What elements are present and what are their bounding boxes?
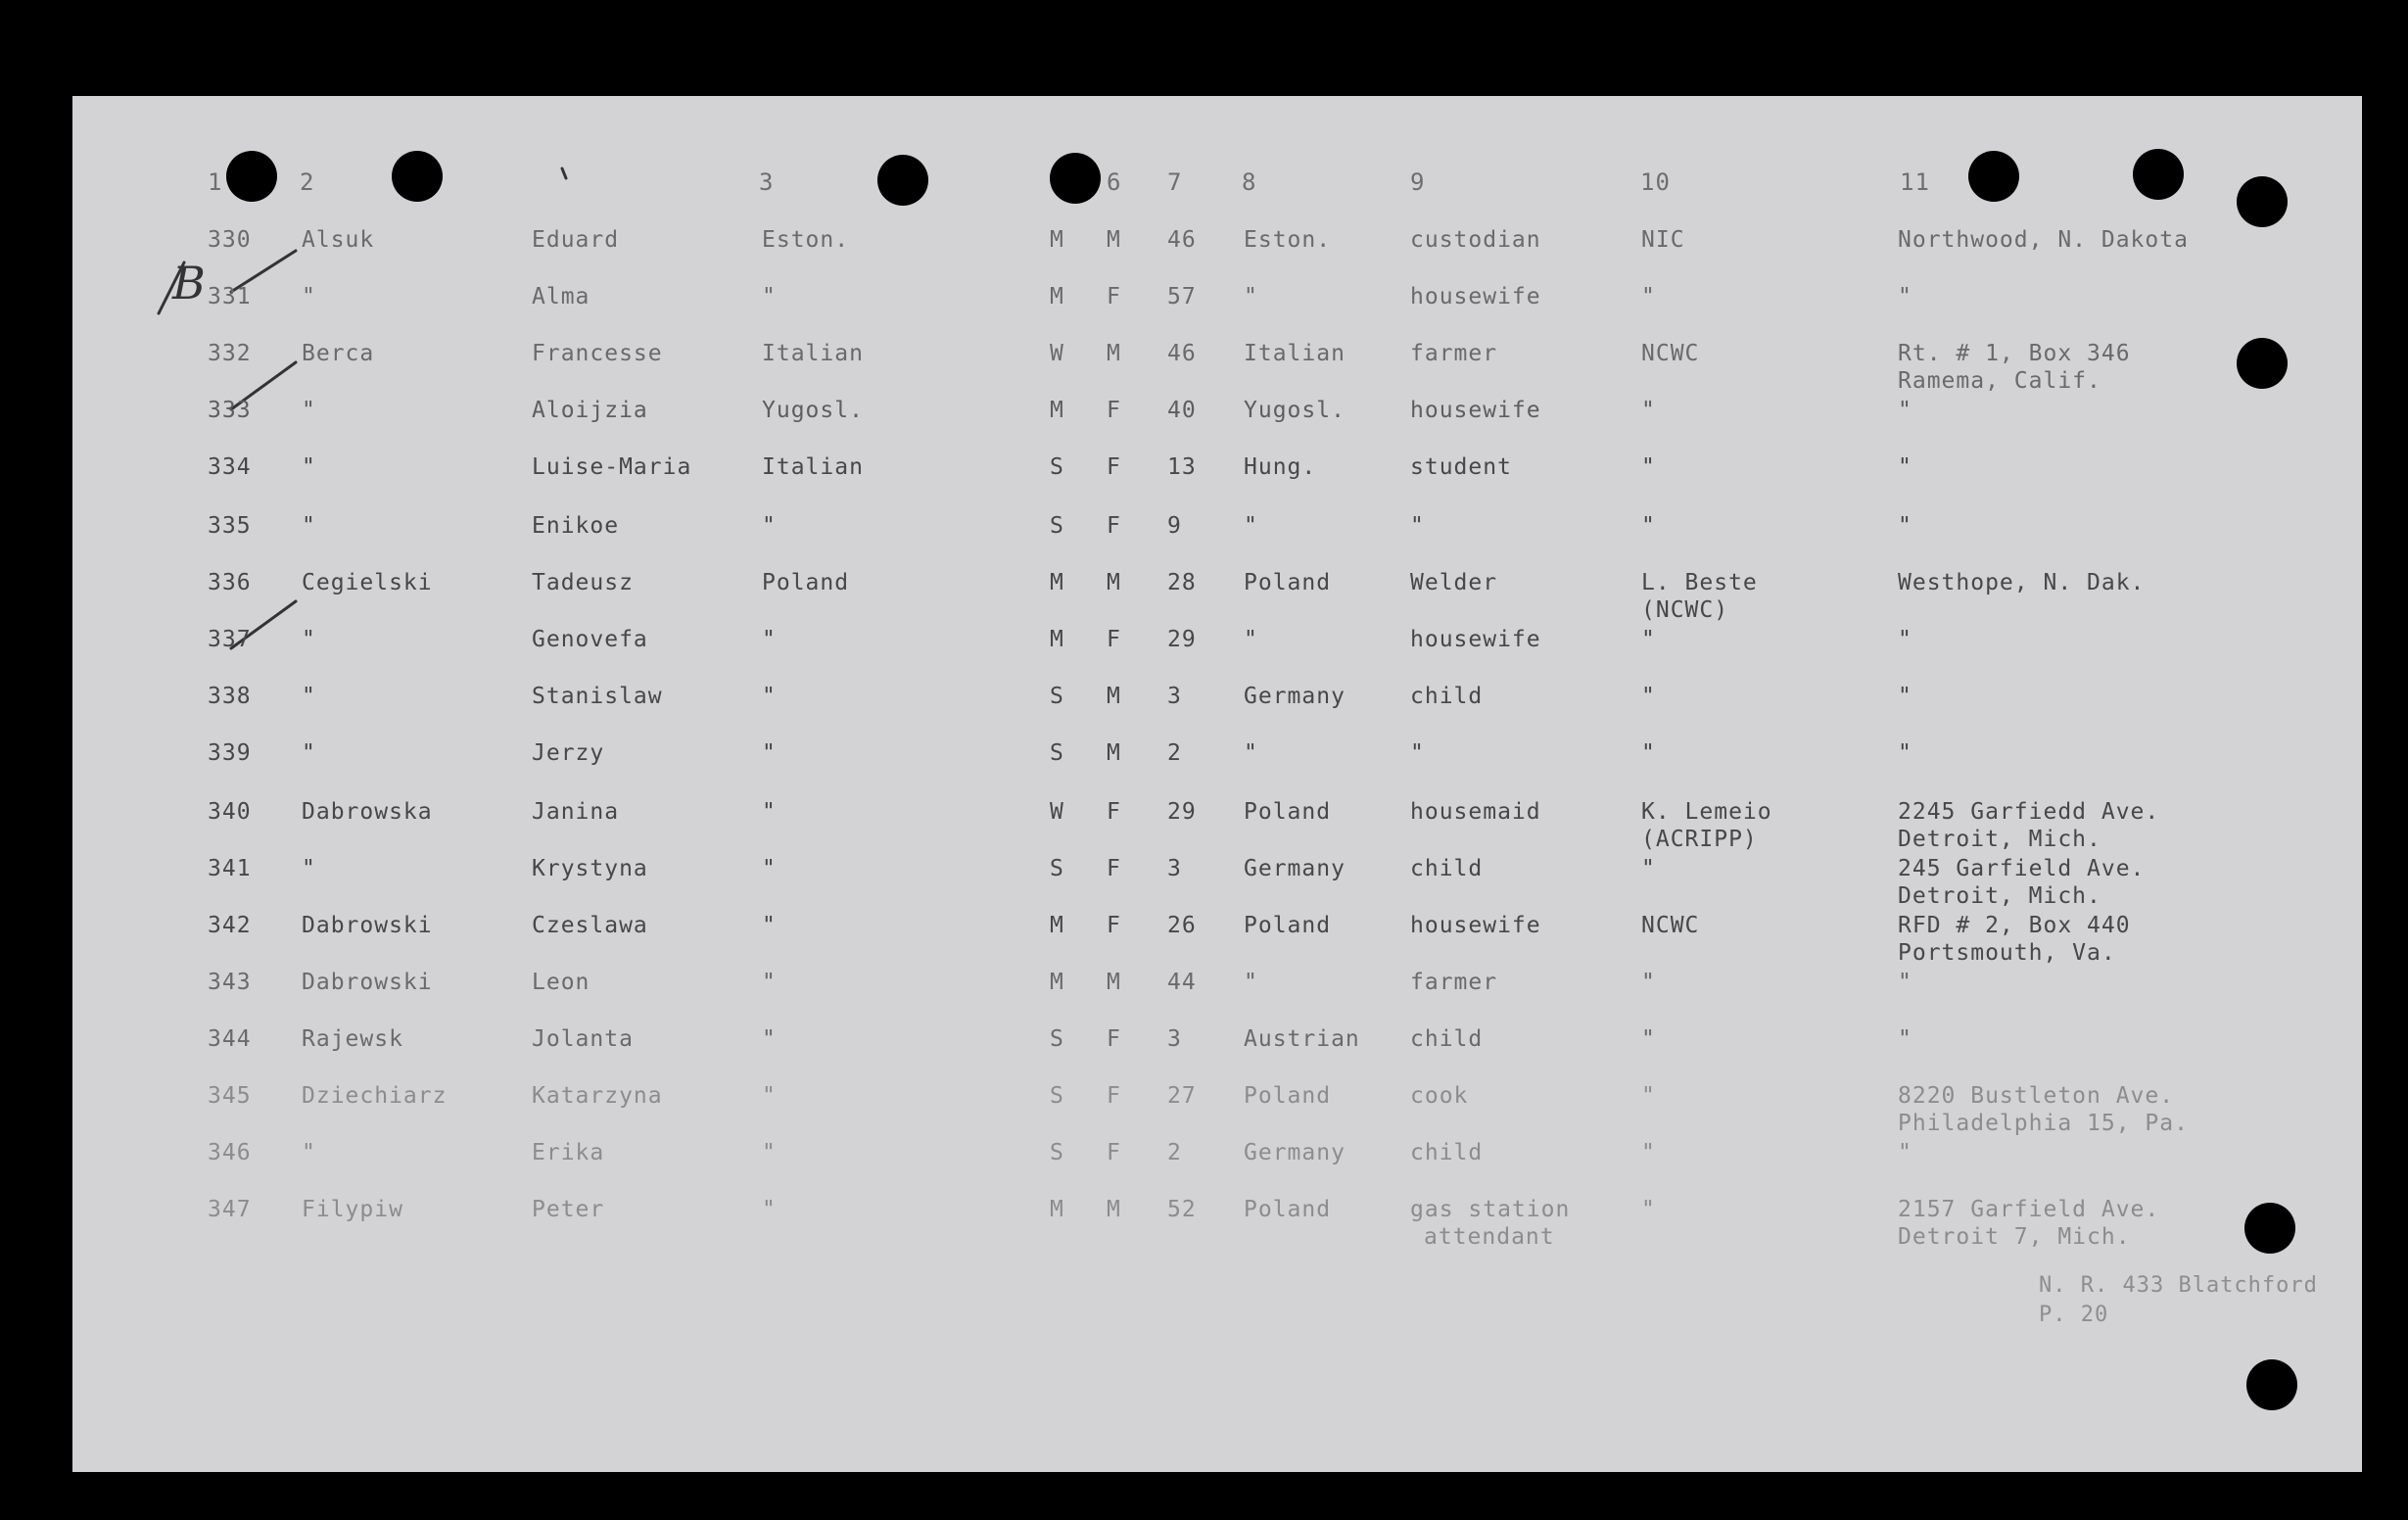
sex: F xyxy=(1107,913,1121,938)
sponsor: NCWC xyxy=(1641,341,1700,366)
given-name: Alma xyxy=(532,284,590,309)
birth-country: Germany xyxy=(1244,684,1346,709)
destination: " xyxy=(1898,1140,1912,1165)
surname: " xyxy=(302,454,316,480)
destination: " xyxy=(1898,284,1912,309)
record-number: 342 xyxy=(208,913,252,938)
marital-status: M xyxy=(1050,398,1064,423)
footnote-page: P. 20 xyxy=(2039,1303,2109,1327)
occupation: Welder xyxy=(1410,570,1498,595)
birth-country: " xyxy=(1244,513,1258,539)
occupation: child xyxy=(1410,1026,1484,1052)
sponsor: NIC xyxy=(1641,227,1685,253)
sex: M xyxy=(1107,684,1121,709)
occupation: child xyxy=(1410,684,1484,709)
marital-status: M xyxy=(1050,227,1064,253)
sex: F xyxy=(1107,799,1121,825)
occupation: housewife xyxy=(1410,284,1541,309)
destination: Westhope, N. Dak. xyxy=(1898,570,2146,595)
age: 52 xyxy=(1167,1197,1197,1222)
occupation: housewife xyxy=(1410,627,1541,652)
destination: 2157 Garfield Ave. xyxy=(1898,1197,2160,1222)
birth-country: Yugosl. xyxy=(1244,398,1346,423)
destination: 2245 Garfiedd Ave. xyxy=(1898,799,2160,825)
nationality: " xyxy=(762,799,777,825)
destination-line2: Ramema, Calif. xyxy=(1898,368,2101,394)
column-number: 2 xyxy=(300,168,315,196)
age: 29 xyxy=(1167,799,1197,825)
sponsor: " xyxy=(1641,1140,1656,1165)
surname: " xyxy=(302,627,316,652)
birth-country: Poland xyxy=(1244,799,1332,825)
column-number: 1 xyxy=(208,168,223,196)
birth-country: Hung. xyxy=(1244,454,1317,480)
marital-status: M xyxy=(1050,970,1064,995)
occupation: student xyxy=(1410,454,1512,480)
given-name: Leon xyxy=(532,970,590,995)
sex: M xyxy=(1107,970,1121,995)
marital-status: S xyxy=(1050,740,1064,766)
record-number: 330 xyxy=(208,227,252,253)
surname: Cegielski xyxy=(302,570,433,595)
age: 3 xyxy=(1167,684,1182,709)
given-name: Stanislaw xyxy=(532,684,663,709)
age: 46 xyxy=(1167,227,1197,253)
nationality: " xyxy=(762,1083,777,1109)
birth-country: Germany xyxy=(1244,856,1346,881)
nationality: " xyxy=(762,627,777,652)
column-number: 6 xyxy=(1107,168,1122,196)
sponsor: " xyxy=(1641,856,1656,881)
destination: RFD # 2, Box 440 xyxy=(1898,913,2131,938)
sex: M xyxy=(1107,341,1121,366)
sponsor: " xyxy=(1641,1197,1656,1222)
marital-status: S xyxy=(1050,856,1064,881)
birth-country: Austrian xyxy=(1244,1026,1360,1052)
marital-status: M xyxy=(1050,627,1064,652)
column-number: 3 xyxy=(759,168,775,196)
surname: Alsuk xyxy=(302,227,375,253)
record-number: 332 xyxy=(208,341,252,366)
record-number: 334 xyxy=(208,454,252,480)
age: 26 xyxy=(1167,913,1197,938)
occupation: farmer xyxy=(1410,341,1498,366)
column-number: 10 xyxy=(1640,168,1671,196)
age: 27 xyxy=(1167,1083,1197,1109)
record-number: 347 xyxy=(208,1197,252,1222)
marital-status: S xyxy=(1050,684,1064,709)
nationality: Italian xyxy=(762,454,864,480)
sex: F xyxy=(1107,1026,1121,1052)
destination: " xyxy=(1898,513,1912,539)
birth-country: " xyxy=(1244,284,1258,309)
birth-country: " xyxy=(1244,740,1258,766)
given-name: Erika xyxy=(532,1140,605,1165)
marital-status: W xyxy=(1050,799,1064,825)
surname: " xyxy=(302,1140,316,1165)
sponsor: NCWC xyxy=(1641,913,1700,938)
destination-line2: Detroit, Mich. xyxy=(1898,827,2101,852)
birth-country: Germany xyxy=(1244,1140,1346,1165)
birth-country: " xyxy=(1244,970,1258,995)
given-name: Luise-Maria xyxy=(532,454,692,480)
destination: Rt. # 1, Box 346 xyxy=(1898,341,2131,366)
destination: " xyxy=(1898,398,1912,423)
marital-status: S xyxy=(1050,454,1064,480)
age: 2 xyxy=(1167,1140,1182,1165)
nationality: " xyxy=(762,913,777,938)
record-number: 341 xyxy=(208,856,252,881)
surname: " xyxy=(302,398,316,423)
sponsor: L. Beste xyxy=(1641,570,1758,595)
occupation: child xyxy=(1410,856,1484,881)
birth-country: Italian xyxy=(1244,341,1346,366)
record-number: 337 xyxy=(208,627,252,652)
sponsor: " xyxy=(1641,970,1656,995)
nationality: Italian xyxy=(762,341,864,366)
occupation: housemaid xyxy=(1410,799,1541,825)
age: 29 xyxy=(1167,627,1197,652)
nationality: Poland xyxy=(762,570,850,595)
column-number: 8 xyxy=(1242,168,1257,196)
destination: 245 Garfield Ave. xyxy=(1898,856,2146,881)
given-name: Krystyna xyxy=(532,856,648,881)
given-name: Francesse xyxy=(532,341,663,366)
given-name: Genovefa xyxy=(532,627,648,652)
occupation: housewife xyxy=(1410,913,1541,938)
marital-status: S xyxy=(1050,513,1064,539)
age: 28 xyxy=(1167,570,1197,595)
sponsor: " xyxy=(1641,284,1656,309)
sex: F xyxy=(1107,398,1121,423)
birth-country: Poland xyxy=(1244,1197,1332,1222)
age: 2 xyxy=(1167,740,1182,766)
age: 3 xyxy=(1167,856,1182,881)
destination-line2: Detroit 7, Mich. xyxy=(1898,1224,2131,1250)
birth-country: Poland xyxy=(1244,1083,1332,1109)
nationality: Eston. xyxy=(762,227,850,253)
given-name: Jolanta xyxy=(532,1026,634,1052)
marital-status: M xyxy=(1050,913,1064,938)
age: 44 xyxy=(1167,970,1197,995)
occupation: " xyxy=(1410,513,1425,539)
given-name: Peter xyxy=(532,1197,605,1222)
nationality: " xyxy=(762,1140,777,1165)
marital-status: W xyxy=(1050,341,1064,366)
given-name: Jerzy xyxy=(532,740,605,766)
age: 9 xyxy=(1167,513,1182,539)
destination-line2: Philadelphia 15, Pa. xyxy=(1898,1111,2189,1136)
birth-country: " xyxy=(1244,627,1258,652)
destination-line2: Portsmouth, Va. xyxy=(1898,940,2116,966)
destination: " xyxy=(1898,684,1912,709)
age: 57 xyxy=(1167,284,1197,309)
surname: Dabrowski xyxy=(302,913,433,938)
surname: " xyxy=(302,684,316,709)
sex: M xyxy=(1107,1197,1121,1222)
given-name: Katarzyna xyxy=(532,1083,663,1109)
record-number: 335 xyxy=(208,513,252,539)
birth-country: Eston. xyxy=(1244,227,1332,253)
record-number: 338 xyxy=(208,684,252,709)
given-name: Eduard xyxy=(532,227,620,253)
surname: Filypiw xyxy=(302,1197,403,1222)
birth-country: Poland xyxy=(1244,570,1332,595)
marital-status: S xyxy=(1050,1026,1064,1052)
sex: M xyxy=(1107,740,1121,766)
record-number: 333 xyxy=(208,398,252,423)
sponsor: " xyxy=(1641,398,1656,423)
sex: F xyxy=(1107,1140,1121,1165)
record-number: 343 xyxy=(208,970,252,995)
sex: F xyxy=(1107,627,1121,652)
age: 3 xyxy=(1167,1026,1182,1052)
surname: Dabrowska xyxy=(302,799,433,825)
handwritten-initial: B xyxy=(172,257,206,309)
destination-line2: Detroit, Mich. xyxy=(1898,883,2101,909)
sponsor: " xyxy=(1641,1083,1656,1109)
column-number: 7 xyxy=(1167,168,1183,196)
sex: F xyxy=(1107,856,1121,881)
destination: " xyxy=(1898,970,1912,995)
occupation: custodian xyxy=(1410,227,1541,253)
column-number: 9 xyxy=(1410,168,1426,196)
surname: Berca xyxy=(302,341,375,366)
occupation-line2: attendant xyxy=(1424,1224,1555,1250)
given-name: Enikoe xyxy=(532,513,620,539)
nationality: " xyxy=(762,1197,777,1222)
nationality: " xyxy=(762,684,777,709)
record-number: 331 xyxy=(208,284,252,309)
nationality: Yugosl. xyxy=(762,398,864,423)
nationality: " xyxy=(762,1026,777,1052)
sex: M xyxy=(1107,570,1121,595)
occupation: cook xyxy=(1410,1083,1469,1109)
occupation: child xyxy=(1410,1140,1484,1165)
marital-status: M xyxy=(1050,1197,1064,1222)
marital-status: S xyxy=(1050,1140,1064,1165)
nationality: " xyxy=(762,284,777,309)
record-number: 336 xyxy=(208,570,252,595)
record-number: 344 xyxy=(208,1026,252,1052)
surname: Dziechiarz xyxy=(302,1083,448,1109)
given-name: Aloijzia xyxy=(532,398,648,423)
destination: 8220 Bustleton Ave. xyxy=(1898,1083,2175,1109)
record-number: 339 xyxy=(208,740,252,766)
sponsor: " xyxy=(1641,627,1656,652)
nationality: " xyxy=(762,856,777,881)
surname: " xyxy=(302,284,316,309)
surname: " xyxy=(302,740,316,766)
marital-status: M xyxy=(1050,570,1064,595)
occupation: farmer xyxy=(1410,970,1498,995)
destination: " xyxy=(1898,454,1912,480)
sex: F xyxy=(1107,284,1121,309)
surname: " xyxy=(302,513,316,539)
age: 40 xyxy=(1167,398,1197,423)
sponsor-line2: (ACRIPP) xyxy=(1641,827,1758,852)
sex: F xyxy=(1107,1083,1121,1109)
birth-country: Poland xyxy=(1244,913,1332,938)
sex: M xyxy=(1107,227,1121,253)
occupation: housewife xyxy=(1410,398,1541,423)
marital-status: S xyxy=(1050,1083,1064,1109)
surname: " xyxy=(302,856,316,881)
sponsor: " xyxy=(1641,454,1656,480)
record-number: 340 xyxy=(208,799,252,825)
destination: " xyxy=(1898,740,1912,766)
sponsor: " xyxy=(1641,684,1656,709)
sponsor: " xyxy=(1641,1026,1656,1052)
sponsor: " xyxy=(1641,513,1656,539)
given-name: Tadeusz xyxy=(532,570,634,595)
record-number: 345 xyxy=(208,1083,252,1109)
occupation: " xyxy=(1410,740,1425,766)
nationality: " xyxy=(762,513,777,539)
sponsor: K. Lemeio xyxy=(1641,799,1772,825)
surname: Rajewsk xyxy=(302,1026,403,1052)
marital-status: M xyxy=(1050,284,1064,309)
sponsor-line2: (NCWC) xyxy=(1641,597,1729,623)
occupation: gas station xyxy=(1410,1197,1571,1222)
age: 13 xyxy=(1167,454,1197,480)
destination: Northwood, N. Dakota xyxy=(1898,227,2189,253)
column-number: 11 xyxy=(1900,168,1930,196)
given-name: Czeslawa xyxy=(532,913,648,938)
sex: F xyxy=(1107,454,1121,480)
sponsor: " xyxy=(1641,740,1656,766)
footnote-reference: N. R. 433 Blatchford xyxy=(2039,1273,2318,1298)
age: 46 xyxy=(1167,341,1197,366)
nationality: " xyxy=(762,970,777,995)
given-name: Janina xyxy=(532,799,620,825)
destination: " xyxy=(1898,627,1912,652)
record-number: 346 xyxy=(208,1140,252,1165)
destination: " xyxy=(1898,1026,1912,1052)
surname: Dabrowski xyxy=(302,970,433,995)
sex: F xyxy=(1107,513,1121,539)
nationality: " xyxy=(762,740,777,766)
